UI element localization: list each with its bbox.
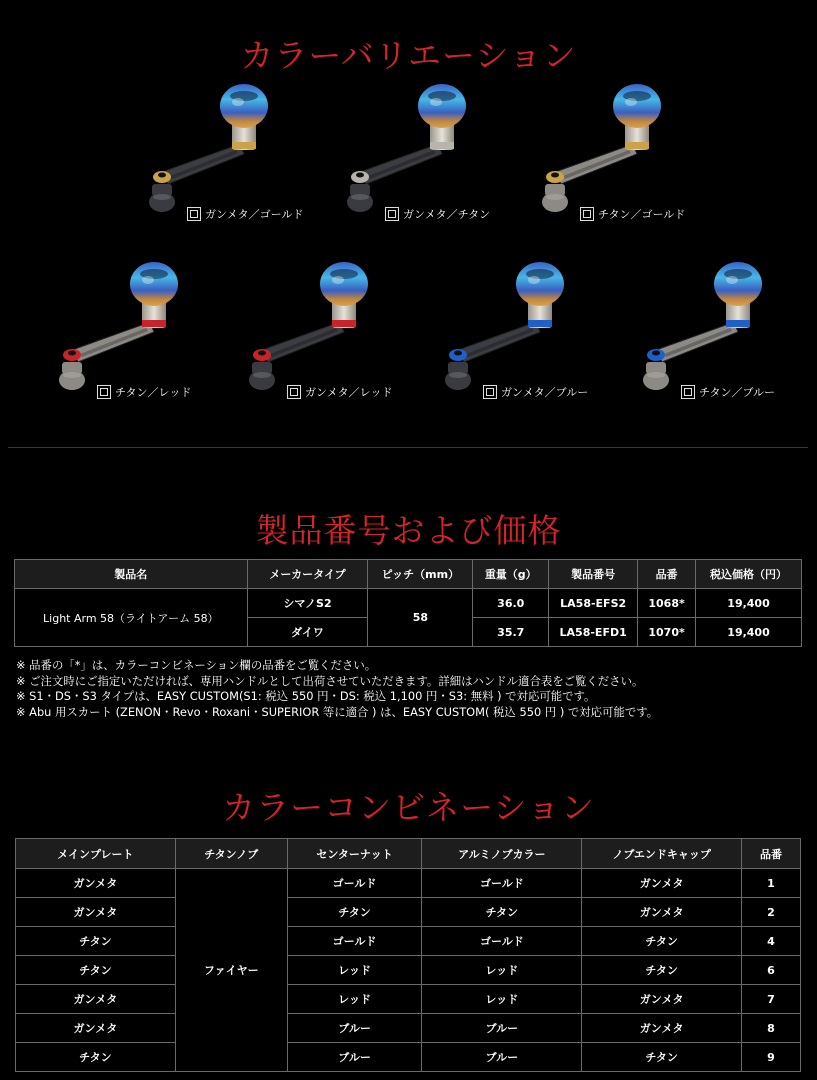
knob-end-cap-cell: ガンメタ [582,1014,742,1043]
item-number-cell: 7 [742,985,801,1014]
center-nut-cell: ブルー [287,1014,422,1043]
combination-title: カラーコンビネーション [222,788,595,827]
center-nut-cell: レッド [287,956,422,985]
variation-item [634,258,817,418]
variation-label [287,384,393,400]
variation-label [187,206,303,222]
main-plate-cell: チタン [16,956,176,985]
table-row [16,869,801,898]
section-divider [8,447,808,448]
note-line: ※ ご注文時にご指定いただければ、専用ハンドルとして出荷させていただきます。詳細はハンドル適合表をご覧ください。 [16,673,644,688]
center-nut-cell: ブルー [287,1043,422,1072]
variation-label-text: ガンメタ／レッド [305,386,393,399]
alumi-knob-color-cell: ブルー [422,1043,582,1072]
variation-item [338,80,528,240]
zoom-icon[interactable] [681,385,695,399]
zoom-icon[interactable] [385,207,399,221]
header-main-plate: メインプレート [16,839,176,869]
alumi-knob-color-cell: レッド [422,985,582,1014]
zoom-icon[interactable] [580,207,594,221]
main-plate-cell: チタン [16,927,176,956]
maker-cell: シマノS2 [247,589,368,618]
table-row [16,1014,801,1043]
variation-item [50,258,240,418]
table-row [16,956,801,985]
item-number-cell: 1 [742,869,801,898]
header-alumi-knob-color: アルミノブカラー [422,839,582,869]
pricing-title: 製品番号および価格 [255,511,562,550]
center-nut-cell: ゴールド [287,869,422,898]
main-plate-cell: ガンメタ [16,869,176,898]
item-number-cell: 6 [742,956,801,985]
header-product-name: 製品名 [15,560,248,589]
weight-cell: 36.0 [473,589,549,618]
header-item-number: 品番 [638,560,696,589]
table-row [16,985,801,1014]
variation-label-text: ガンメタ／ブルー [501,386,589,399]
zoom-icon[interactable] [287,385,301,399]
variation-item [240,258,430,418]
notes [16,658,658,720]
alumi-knob-color-cell: ゴールド [422,869,582,898]
center-nut-cell: レッド [287,985,422,1014]
item-number-cell: 2 [742,898,801,927]
knob-end-cap-cell: ガンメタ [582,985,742,1014]
pitch-cell: 58 [368,589,473,647]
alumi-knob-color-cell: レッド [422,956,582,985]
header-price: 税込価格（円） [696,560,802,589]
item-number-cell: 9 [742,1043,801,1072]
zoom-icon[interactable] [187,207,201,221]
note-line: ※ Abu 用スカート (ZENON・Revo・Roxani・SUPERIOR 等に適合 ) は、EASY CUSTOM( 税込 550 円 ) で対応可能です。 [16,704,659,719]
note-line: ※ 品番の「*」は、カラーコンビネーション欄の品番をご覧ください。 [16,658,377,672]
variation-label-text: ガンメタ／チタン [403,208,491,221]
titanium-knob-cell: ファイヤー [175,869,287,1072]
alumi-knob-color-cell: ゴールド [422,927,582,956]
knob-end-cap-cell: チタン [582,956,742,985]
variation-label-text: チタン／ブルー [699,386,776,399]
item-number-cell: 1068* [638,589,696,618]
zoom-icon[interactable] [97,385,111,399]
main-plate-cell: ガンメタ [16,898,176,927]
knob-end-cap-cell: ガンメタ [582,869,742,898]
item-number-cell: 4 [742,927,801,956]
center-nut-cell: ゴールド [287,927,422,956]
variation-label [580,206,685,222]
variation-label [385,206,490,222]
weight-cell: 35.7 [473,618,549,647]
knob-end-cap-cell: チタン [582,1043,742,1072]
zoom-icon[interactable] [483,385,497,399]
maker-cell: ダイワ [247,618,368,647]
code-cell: LA58-EFS2 [549,589,638,618]
main-plate-cell: ガンメタ [16,1014,176,1043]
table-row [16,927,801,956]
knob-end-cap-cell: チタン [582,927,742,956]
variation-item [533,80,723,240]
main-plate-cell: チタン [16,1043,176,1072]
header-titanium-knob: チタンノブ [175,839,287,869]
variation-label-text: ガンメタ／ゴールド [205,208,304,221]
table-row [15,589,802,618]
header-item-number: 品番 [742,839,801,869]
code-cell: LA58-EFD1 [549,618,638,647]
variation-label [681,384,775,400]
variation-label-text: チタン／ゴールド [598,208,686,221]
header-maker-type: メーカータイプ [247,560,368,589]
variation-label [97,384,191,400]
main-plate-cell: ガンメタ [16,985,176,1014]
center-nut-cell: チタン [287,898,422,927]
variation-item [436,258,626,418]
variations-title: カラーバリエーション [240,36,577,75]
variation-item [140,80,330,240]
header-product-code: 製品番号 [549,560,638,589]
alumi-knob-color-cell: チタン [422,898,582,927]
knob-end-cap-cell: ガンメタ [582,898,742,927]
alumi-knob-color-cell: ブルー [422,1014,582,1043]
variation-label-text: チタン／レッド [115,386,192,399]
header-weight: 重量（g） [473,560,549,589]
header-pitch: ピッチ（mm） [368,560,473,589]
item-number-cell: 1070* [638,618,696,647]
variation-label [483,384,588,400]
price-table [14,559,802,647]
price-cell: 19,400 [696,618,802,647]
table-row [16,898,801,927]
table-row [16,1043,801,1072]
item-number-cell: 8 [742,1014,801,1043]
combination-table [15,838,801,1072]
note-line: ※ S1・DS・S3 タイプは、EASY CUSTOM(S1: 税込 550 円・DS: 税込 1,100 円・S3: 無料 ) で対応可能です。 [16,689,596,703]
price-cell: 19,400 [696,589,802,618]
header-center-nut: センターナット [287,839,422,869]
product-name-cell: Light Arm 58（ライトアーム 58） [15,589,248,647]
header-knob-end-cap: ノブエンドキャップ [582,839,742,869]
